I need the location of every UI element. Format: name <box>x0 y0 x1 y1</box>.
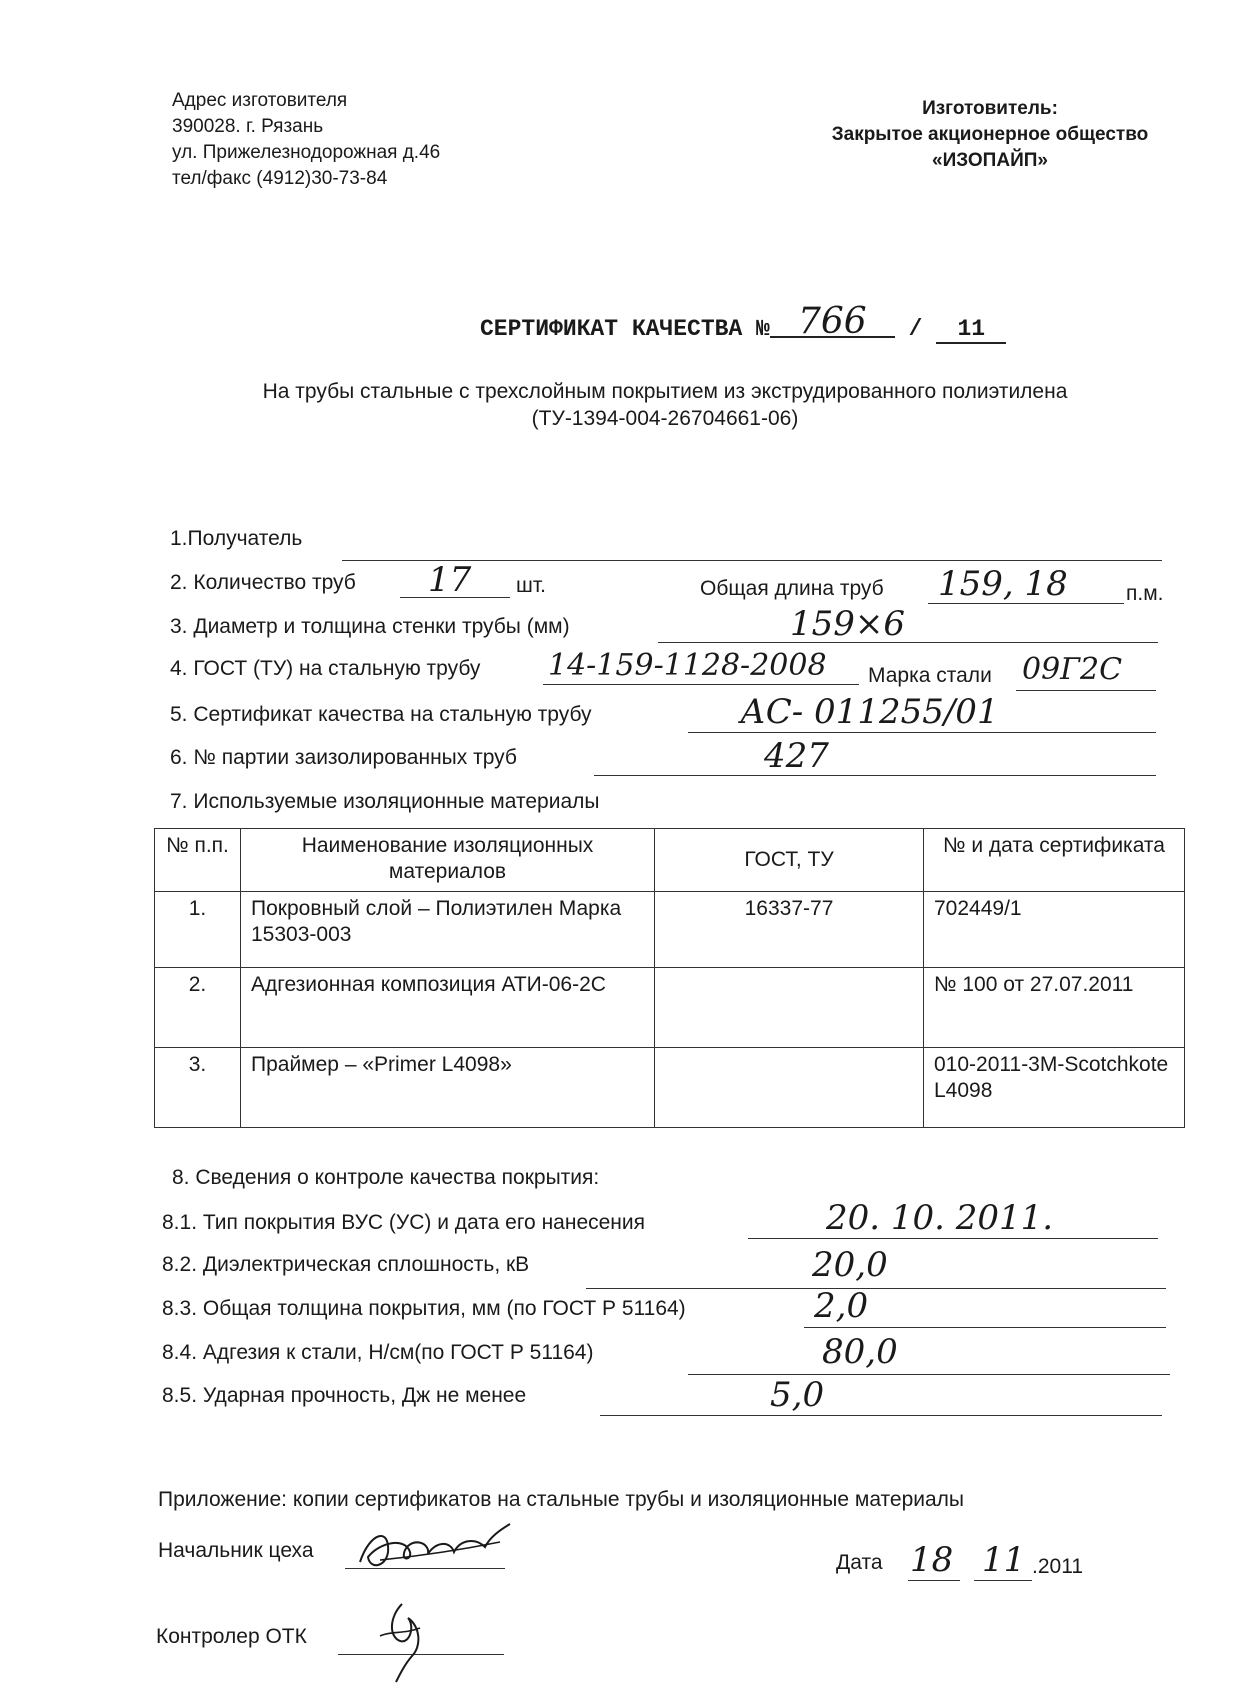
steel-cert-value: АС- 011255/01 <box>740 692 999 732</box>
diameter-label: 3. Диаметр и толщина стенки трубы (мм) <box>170 615 570 638</box>
header-name: Наименование изоляционных материалов <box>241 829 655 892</box>
row-cert: 010-2011-3М-Scotchkote L4098 <box>924 1048 1185 1128</box>
quality-item-label: 8.3. Общая толщина покрытия, мм (по ГОСТ Р 51164) <box>162 1297 686 1320</box>
table-row <box>155 968 1185 1048</box>
gost-label: 4. ГОСТ (ТУ) на стальную трубу <box>170 657 481 680</box>
quality-item-line <box>586 1288 1166 1289</box>
quality-item-label: 8.1. Тип покрытия ВУС (УС) и дата его нанесения <box>162 1211 645 1234</box>
address-line: Адрес изготовителя <box>172 90 348 111</box>
row-name: Покровный слой – Полиэтилен Марка 15303-003 <box>241 892 655 968</box>
diameter-line <box>658 642 1158 643</box>
batch-line <box>594 775 1156 776</box>
quality-item-value: 2,0 <box>814 1286 869 1326</box>
address-line: тел/факс (4912)30-73-84 <box>172 168 388 189</box>
quality-item-line <box>804 1327 1166 1328</box>
row-name: Праймер – «Primer L4098» <box>241 1048 655 1128</box>
quality-item-line <box>748 1238 1158 1239</box>
row-num: 3. <box>155 1048 241 1128</box>
batch-label: 6. № партии заизолированных труб <box>170 746 517 769</box>
manufacturer-company: «ИЗОПАЙП» <box>932 150 1048 171</box>
quality-item-value: 20. 10. 2011. <box>826 1198 1054 1238</box>
diameter-value: 159×6 <box>790 604 906 644</box>
table-row <box>155 892 1185 968</box>
quality-item-label: 8.2. Диэлектрическая сплошность, кВ <box>162 1253 530 1276</box>
date-label: Дата <box>836 1551 883 1574</box>
subtitle-spec: (ТУ-1394-004-26704661-06) <box>531 407 799 430</box>
row-cert: № 100 от 27.07.2011 <box>924 968 1185 1048</box>
row-gost: 16337-77 <box>655 892 924 968</box>
date-day: 18 <box>910 1540 954 1580</box>
materials-label: 7. Используемые изоляционные материалы <box>170 790 600 813</box>
row-gost <box>655 968 924 1048</box>
quality-item-value: 20,0 <box>812 1245 888 1285</box>
certificate-title <box>480 301 1006 344</box>
chief-label: Начальник цеха <box>158 1539 314 1562</box>
quality-item-value: 80,0 <box>822 1332 898 1372</box>
row-name: Адгезионная композиция АТИ-06-2С <box>241 968 655 1048</box>
length-label: Общая длина труб <box>700 577 884 600</box>
quality-item-line <box>688 1374 1170 1375</box>
quality-item-label: 8.5. Ударная прочность, Дж не менее <box>162 1384 527 1407</box>
batch-value: 427 <box>764 736 829 776</box>
header-cert: № и дата сертификата <box>924 829 1185 892</box>
appendix-text: Приложение: копии сертификатов на стальные трубы и изоляционные материалы <box>158 1488 965 1511</box>
certificate-year: 11 <box>936 316 1006 344</box>
steel-grade-value: 09Г2С <box>1022 652 1123 687</box>
address-line: 390028. г. Рязань <box>172 116 324 137</box>
date-year: .2011 <box>1032 1555 1083 1578</box>
quality-heading: 8. Сведения о контроле качества покрытия: <box>172 1166 600 1189</box>
gost-line <box>543 684 859 685</box>
date-month-line <box>974 1580 1032 1581</box>
row-num: 1. <box>155 892 241 968</box>
certificate-subtitle <box>150 378 1180 432</box>
manufacturer-block <box>790 96 1190 174</box>
chief-signature <box>350 1512 520 1582</box>
steel-cert-line <box>688 732 1156 733</box>
materials-table <box>154 828 1185 1128</box>
gost-value: 14-159-1128-2008 <box>548 648 827 683</box>
qty-unit: шт. <box>516 574 546 597</box>
table-header-row <box>155 829 1185 892</box>
row-gost <box>655 1048 924 1128</box>
length-value: 159, 18 <box>938 564 1068 604</box>
manufacturer-name: Закрытое акционерное общество <box>831 124 1149 145</box>
otk-label: Контролер ОТК <box>156 1625 307 1648</box>
qty-value: 17 <box>428 560 472 600</box>
quality-item-label: 8.4. Адгезия к стали, Н/см(по ГОСТ Р 51164) <box>162 1341 594 1364</box>
address-line: ул. Прижелезнодорожная д.46 <box>172 142 441 163</box>
certificate-number: 766 <box>770 308 895 338</box>
manufacturer-label: Изготовитель: <box>922 98 1058 119</box>
steel-grade-label: Марка стали <box>868 664 992 687</box>
header-num: № п.п. <box>155 829 241 892</box>
header-gost: ГОСТ, ТУ <box>655 829 924 892</box>
certificate-title-text: СЕРТИФИКАТ КАЧЕСТВА № <box>480 316 770 342</box>
quality-item-line <box>600 1415 1162 1416</box>
date-month: 11 <box>982 1540 1026 1580</box>
length-unit: п.м. <box>1126 582 1164 605</box>
row-cert: 702449/1 <box>924 892 1185 968</box>
steel-cert-label: 5. Сертификат качества на стальную трубу <box>170 703 592 726</box>
quality-item-value: 5,0 <box>770 1375 825 1415</box>
certificate-separator: / <box>908 316 923 342</box>
steel-grade-line <box>1016 690 1156 691</box>
qty-label: 2. Количество труб <box>170 571 356 594</box>
table-row <box>155 1048 1185 1128</box>
otk-signature <box>360 1596 450 1686</box>
row-num: 2. <box>155 968 241 1048</box>
manufacturer-address <box>172 88 440 192</box>
subtitle-text: На трубы стальные с трехслойным покрытием из экструдированного полиэтилена <box>262 380 1068 403</box>
recipient-label: 1.Получатель <box>170 527 303 550</box>
date-day-line <box>908 1580 960 1581</box>
